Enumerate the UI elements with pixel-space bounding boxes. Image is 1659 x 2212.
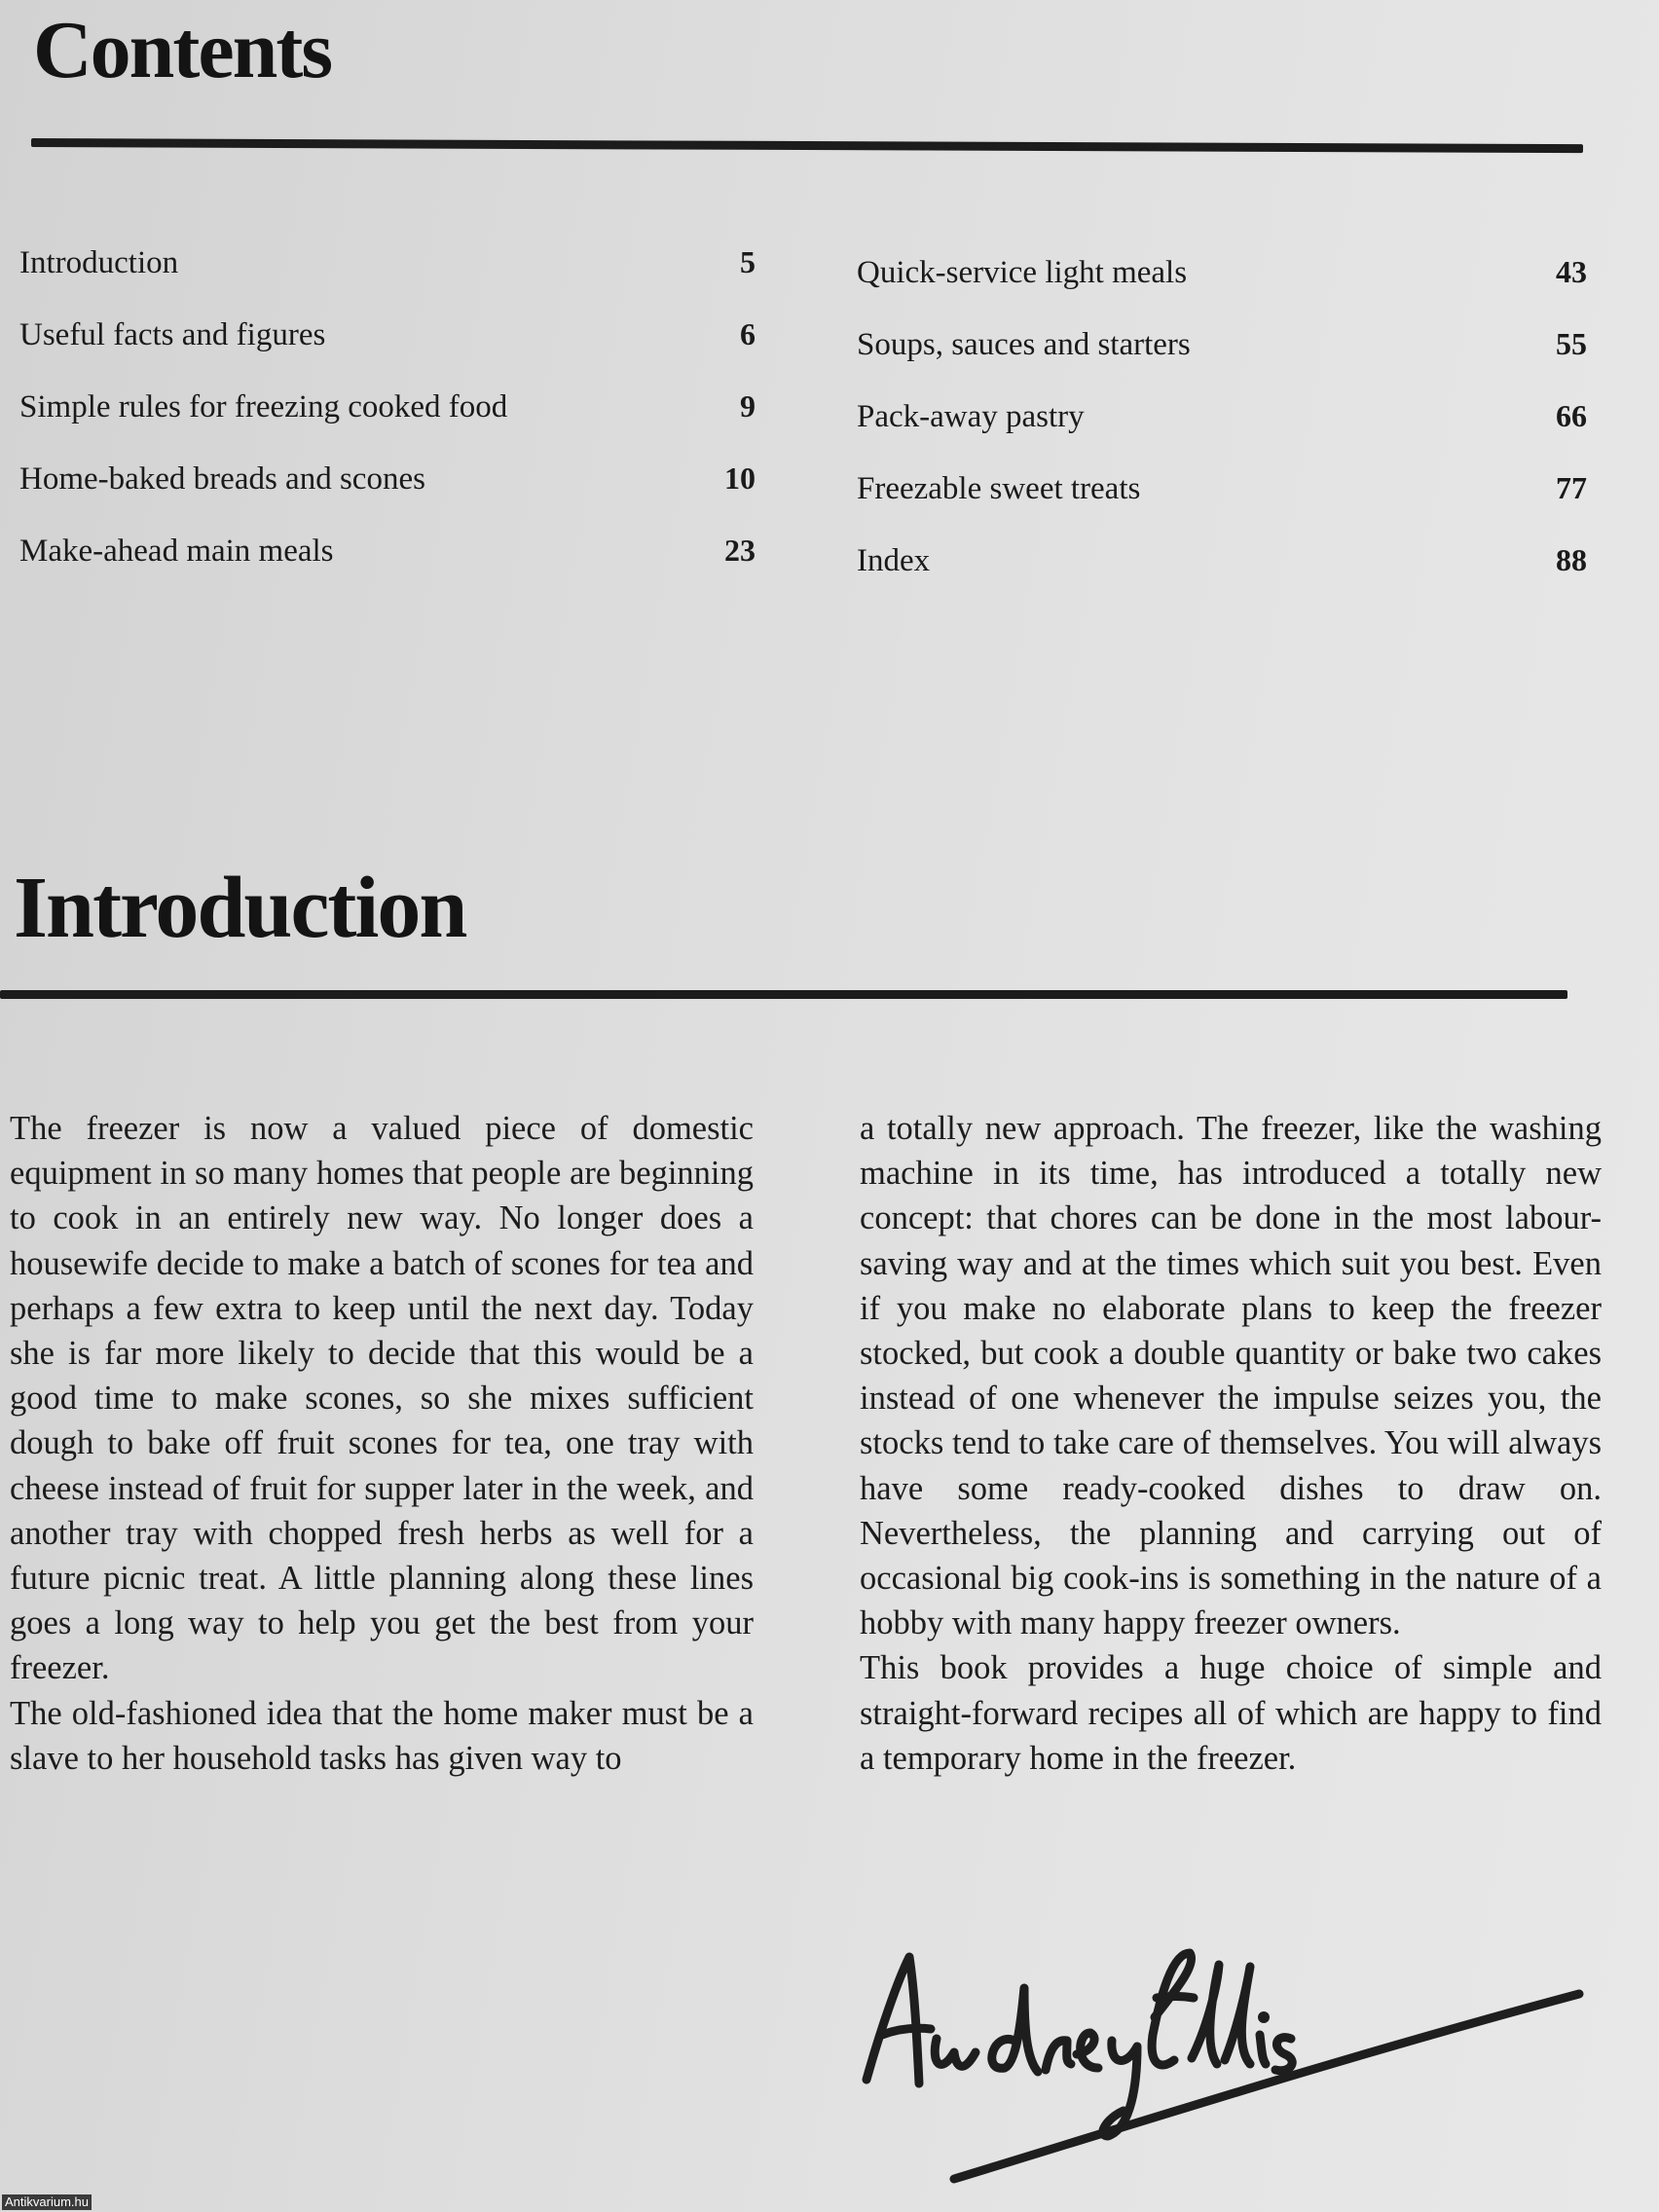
body-paragraph: This book provides a huge choice of simple and straight-forward recipes all of which are happy to find a temporary home in the freezer.: [860, 1649, 1602, 1777]
toc-item: [19, 526, 756, 598]
watermark: Antikvarium.hu: [2, 2194, 92, 2210]
toc-item-title: Freezable sweet treats: [857, 471, 1141, 506]
toc-item-title: Index: [857, 543, 931, 578]
toc-item-title: Simple rules for freezing cooked food: [19, 389, 508, 424]
toc-item: [19, 310, 756, 382]
toc-item: [19, 238, 756, 310]
toc-item-title: Introduction: [19, 245, 179, 280]
introduction-left-column: [10, 1106, 754, 1781]
toc-item: [19, 454, 756, 526]
toc-item-title: Useful facts and figures: [19, 317, 326, 352]
toc-item-page: 23: [724, 533, 756, 568]
toc-item-page: 66: [1556, 398, 1587, 433]
body-paragraph: The old-fashioned idea that the home maker must be a slave to her household tasks has given way to: [10, 1694, 754, 1777]
toc-item-title: Make-ahead main meals: [19, 534, 334, 569]
toc-item-page: 9: [740, 388, 756, 424]
toc-item: [857, 463, 1587, 535]
toc-item-page: 5: [740, 244, 756, 279]
toc-item: [857, 319, 1587, 391]
toc-item-title: Quick-service light meals: [857, 255, 1188, 290]
toc-left-column: [19, 238, 756, 598]
contents-heading: Contents: [33, 5, 332, 95]
body-paragraph: a totally new approach. The freezer, like the washing machine in its time, has introduced a totally new concept: that chores can be done in the most labour-saving way and at the times which suit you best. Even if you make no elaborate plans to keep the freezer stocked, but cook a double quantity or bake two cakes instead of one whenever the impulse seizes you, the stocks tend to take care of themselves. You will always have some ready-cooked dishes to draw on. Nevertheless, the planning and carrying out of occasional big cook-ins is something in the nature of a hobby with many happy freezer owners.: [860, 1110, 1602, 1642]
toc-item: [857, 535, 1587, 608]
contents-divider: [31, 138, 1583, 153]
toc-item-page: 6: [740, 316, 756, 351]
toc-right-column: [857, 247, 1587, 608]
toc-item-title: Soups, sauces and starters: [857, 327, 1191, 362]
toc-item-title: Pack-away pastry: [857, 399, 1085, 434]
toc-item: [857, 247, 1587, 319]
toc-item-page: 77: [1556, 470, 1587, 505]
introduction-heading: Introduction: [14, 860, 466, 956]
toc-item: [19, 382, 756, 454]
toc-item-page: 55: [1556, 326, 1587, 361]
toc-item: [857, 391, 1587, 463]
toc-item-title: Home-baked breads and scones: [19, 461, 425, 497]
toc-item-page: 88: [1556, 542, 1587, 577]
introduction-right-column: [860, 1106, 1602, 1781]
toc-item-page: 10: [724, 461, 756, 496]
author-signature: [847, 1937, 1597, 2191]
body-paragraph: The freezer is now a valued piece of domestic equipment in so many homes that people are beginning to cook in an entirely new way. No longer does a housewife decide to make a batch of scones for tea and perhaps a few extra to keep until the next day. Today she is far more likely to decide that this would be a good time to make scones, so she mixes sufficient dough to bake off fruit scones for tea, one tray with cheese instead of fruit for supper later in the week, and another tray with chopped fresh herbs as well for a future picnic treat. A little planning along these lines goes a long way to help you get the best from your freezer.: [10, 1110, 754, 1687]
toc-item-page: 43: [1556, 254, 1587, 289]
introduction-divider: [0, 990, 1567, 999]
